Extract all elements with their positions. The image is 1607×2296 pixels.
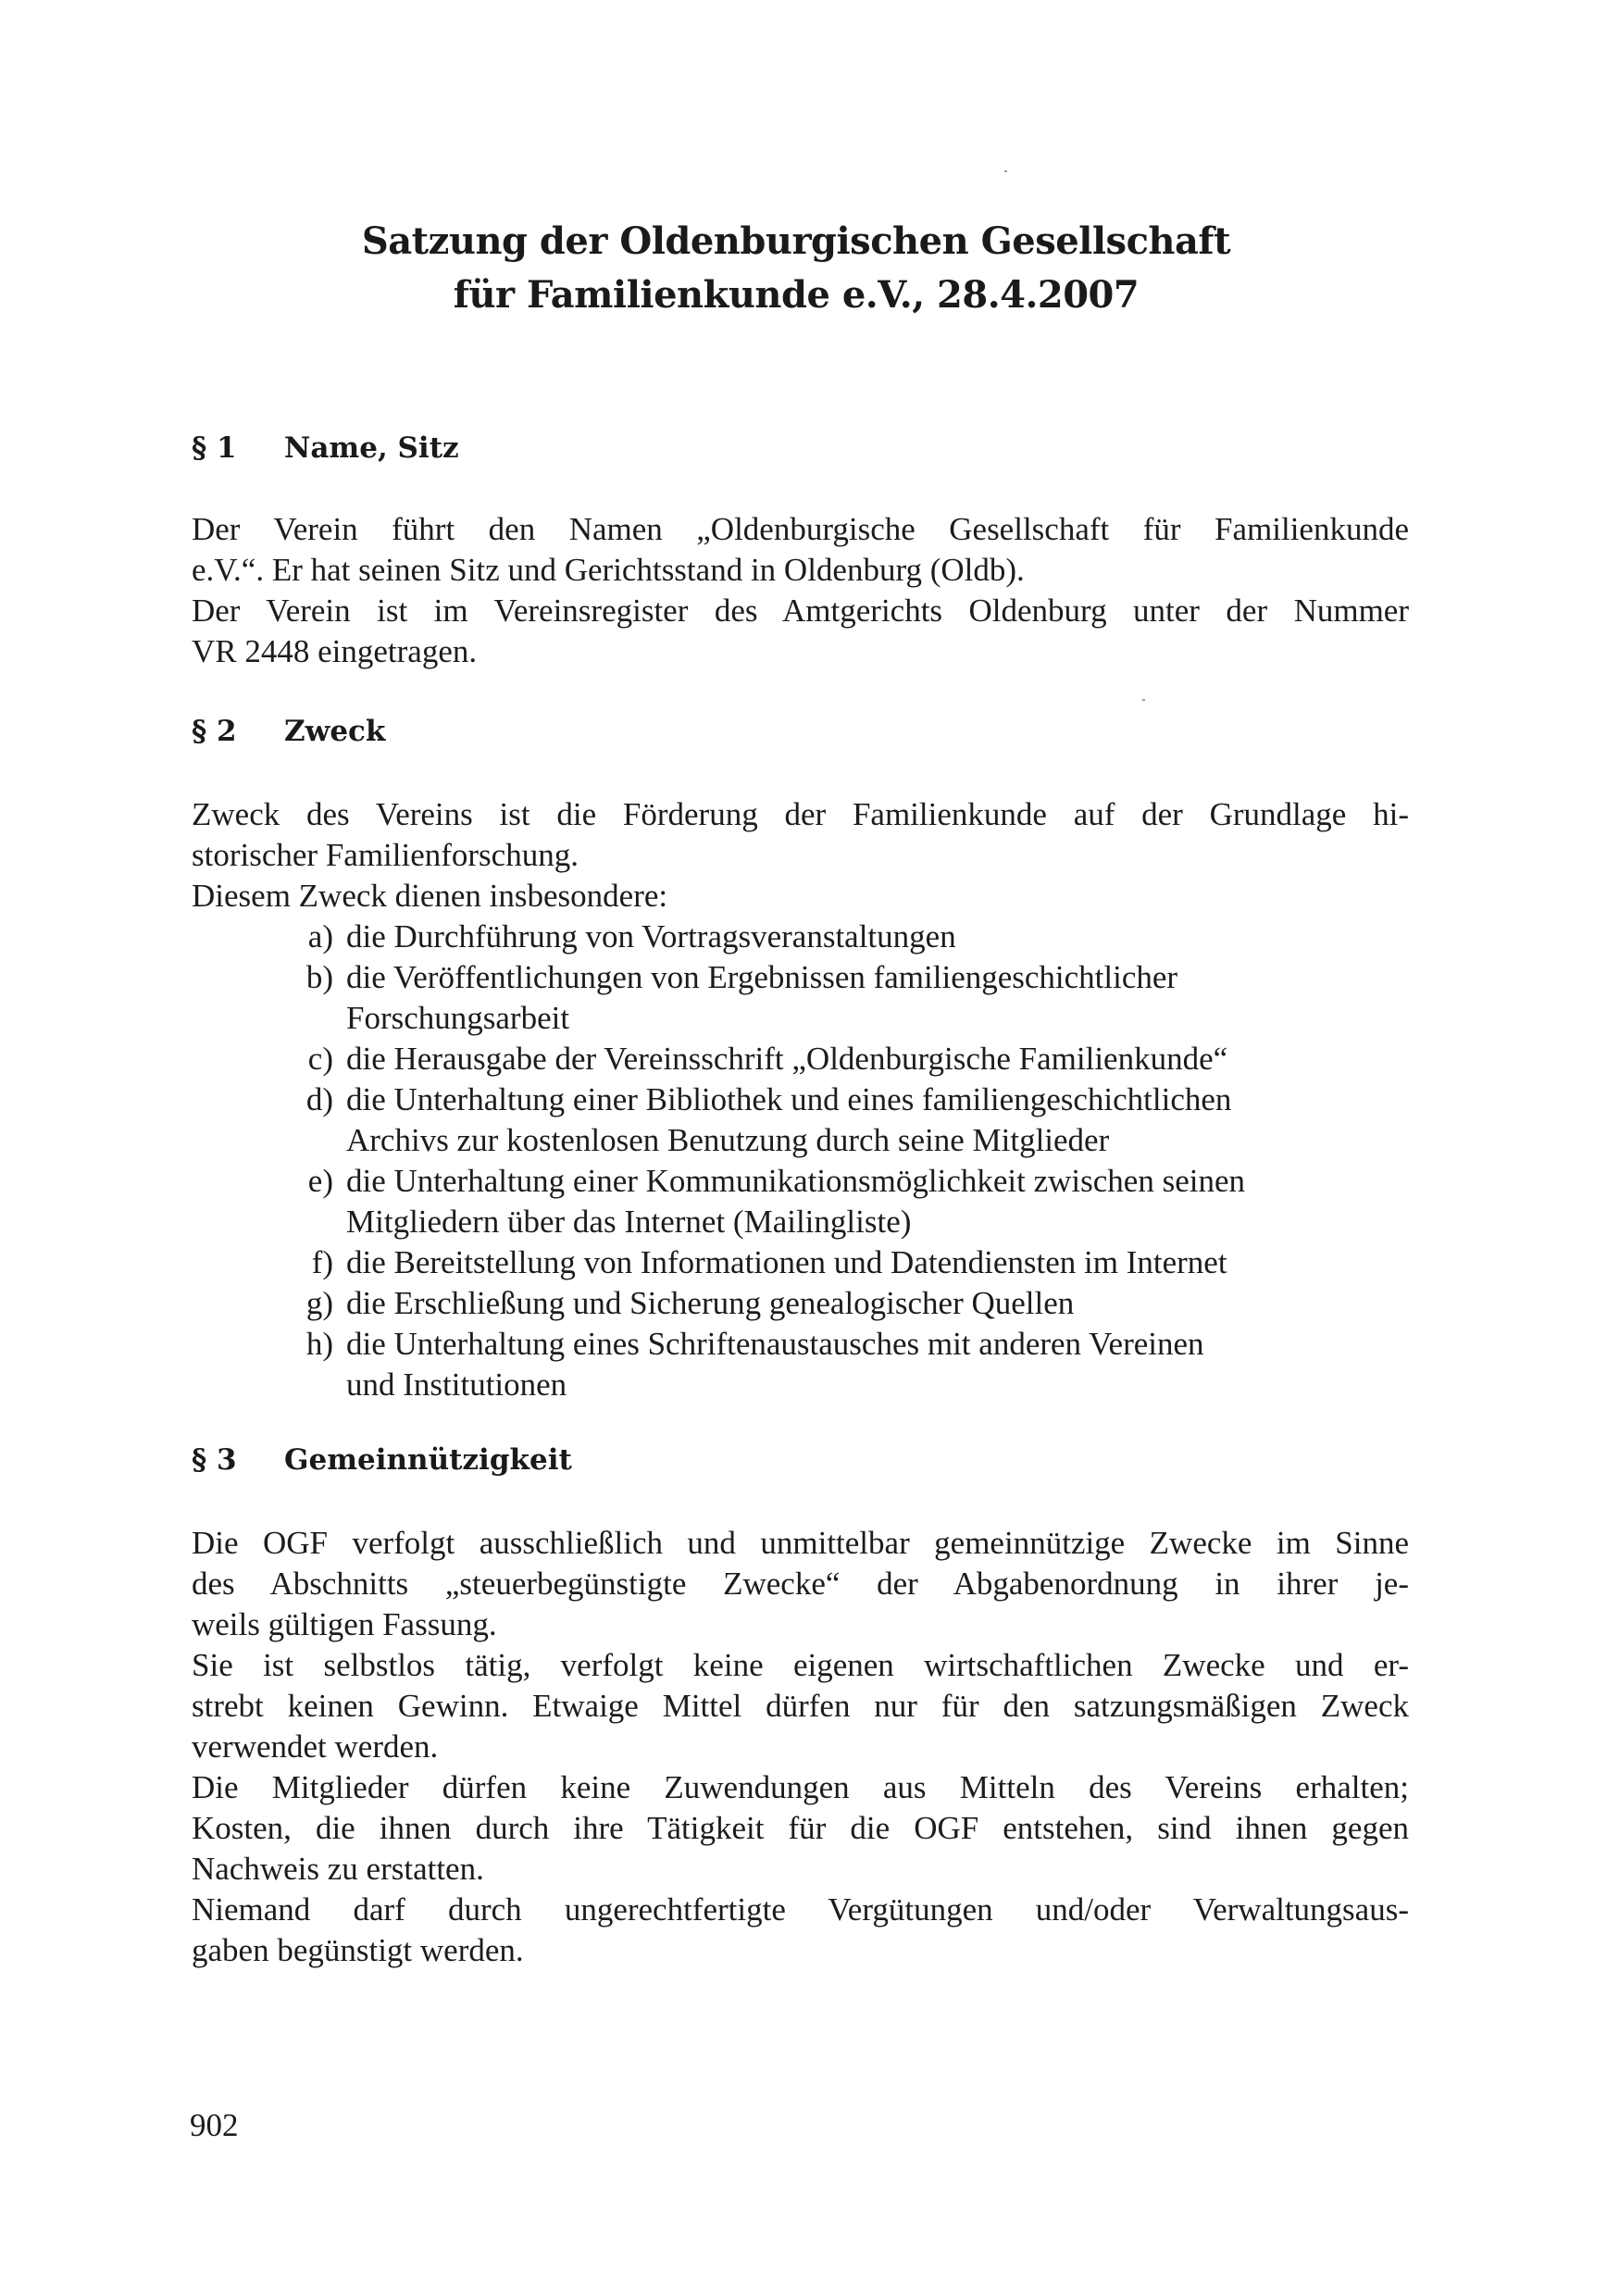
document-title-line-1: Satzung der Oldenburgischen Gesellschaft [361,219,1231,263]
text-line: VR 2448 eingetragen. [192,633,478,669]
section-heading-3 [192,1438,572,1482]
list-item-label: a) [307,918,333,955]
section-number: § 3 [192,1443,237,1477]
page-number: 902 [190,2107,239,2143]
text-line: Die Mitglieder dürfen keine Zuwendungen aus Mitteln des Vereins erhalten; [192,1769,1409,1805]
list-item-text: die Erschließung und Sicherung genealogischer Quellen [346,1285,1075,1321]
list-item-text: die Bereitstellung von Informationen und Datendiensten im Internet [346,1244,1227,1280]
list-item-continuation [192,1365,1409,1405]
text-line: e.V.“. Er hat seinen Sitz und Gerichtsstand in Oldenburg (Oldb). [192,552,1025,588]
list-item [192,1039,1409,1079]
list-item-text: die Herausgabe der Vereinsschrift „Oldenburgische Familienkunde“ [346,1041,1228,1077]
section-body-2 [192,794,1409,1405]
list-item-label: g) [305,1285,333,1321]
text-line: Diesem Zweck dienen insbesondere: [192,878,668,914]
section-heading-2 [192,709,385,754]
section-body-3 [192,1523,1409,1971]
section-body-1 [192,509,1409,672]
section-number: § 2 [192,715,237,748]
list-item-label: f) [311,1244,333,1280]
section-heading-1 [192,426,459,470]
section-number: § 1 [192,431,237,465]
text-line: verwendet werden. [192,1728,439,1765]
list-item-label: b) [305,959,333,995]
list-item-text: Forschungsarbeit [346,1000,570,1036]
list-item [192,1079,1409,1120]
list-item-text: die Durchführung von Vortragsveranstaltungen [346,918,956,955]
list-item-text: die Veröffentlichungen von Ergebnissen familiengeschichtlicher [346,959,1178,995]
section-title: Gemeinnützigkeit [284,1443,572,1477]
list-item-text: die Unterhaltung einer Bibliothek und eines familiengeschichtlichen [346,1081,1232,1117]
text-line: strebt keinen Gewinn. Etwaige Mittel dürfen nur für den satzungsmäßigen Zweck [192,1688,1409,1724]
text-line: Die OGF verfolgt ausschließlich und unmittelbar gemeinnützige Zwecke im Sinne [192,1525,1409,1561]
list-item-label: e) [307,1163,333,1199]
list-item [192,1283,1409,1324]
text-line: storischer Familienforschung. [192,837,579,873]
list-item-label: h) [305,1326,333,1362]
list-item [192,1242,1409,1283]
list-item [192,957,1409,998]
list-item-text: die Unterhaltung eines Schriftenaustausches mit anderen Vereinen [346,1326,1204,1362]
list-item-text: und Institutionen [346,1366,567,1403]
text-line: Niemand darf durch ungerechtfertigte Vergütungen und/oder Verwaltungsaus- [192,1891,1409,1928]
text-line: Sie ist selbstlos tätig, verfolgt keine eigenen wirtschaftlichen Zwecke und er- [192,1647,1409,1683]
list-item-continuation [192,1120,1409,1161]
text-line: weils gültigen Fassung. [192,1606,497,1642]
text-line: Kosten, die ihnen durch ihre Tätigkeit für die OGF entstehen, sind ihnen gegen [192,1810,1409,1846]
scan-speck [1142,699,1145,701]
scan-speck [1004,170,1007,172]
list-item [192,1161,1409,1202]
list-item-text: Archivs zur kostenlosen Benutzung durch seine Mitglieder [346,1122,1110,1158]
list-item [192,1324,1409,1365]
list-item [192,917,1409,957]
text-line: Der Verein führt den Namen „Oldenburgische Gesellschaft für Familienkunde [192,511,1409,547]
list-item-label: c) [307,1041,333,1077]
text-line: Nachweis zu erstatten. [192,1851,484,1887]
text-line: des Abschnitts „steuerbegünstigte Zwecke“ der Abgabenordnung in ihrer je- [192,1566,1409,1602]
text-line: Der Verein ist im Vereinsregister des Amtgerichts Oldenburg unter der Nummer [192,593,1409,629]
text-line: gaben begünstigt werden. [192,1932,524,1968]
list-item-continuation [192,998,1409,1039]
text-line: Zweck des Vereins ist die Förderung der Familienkunde auf der Grundlage hi- [192,796,1409,832]
list-item-text: Mitgliedern über das Internet (Mailingliste) [346,1204,912,1240]
document-title-line-2: für Familienkunde e.V., 28.4.2007 [453,273,1140,317]
list-item-label: d) [305,1081,333,1117]
list-item-text: die Unterhaltung einer Kommunikationsmöglichkeit zwischen seinen [346,1163,1246,1199]
section-title: Name, Sitz [284,431,459,465]
section-title: Zweck [284,715,386,748]
list-item-continuation [192,1202,1409,1242]
